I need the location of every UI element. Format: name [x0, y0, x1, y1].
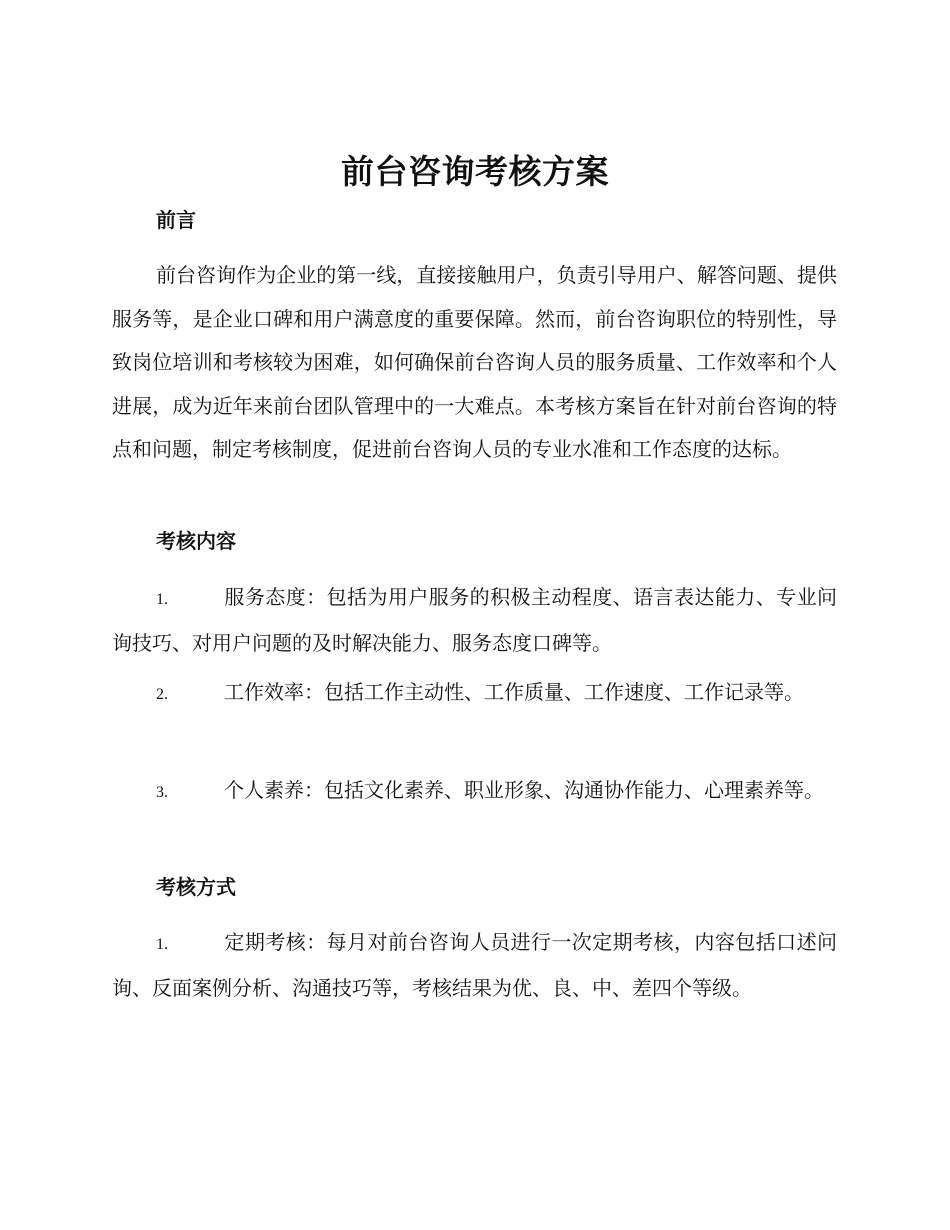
document-title: 前台咨询考核方案 [341, 152, 609, 191]
list-item-number: 1. [156, 591, 168, 608]
list-item-text: 定期考核：每月对前台咨询人员进行一次定期考核，内容包括口述问询、反面案例分析、沟通技巧等，考核结果为优、良、中、差四个等级。 [112, 930, 837, 1000]
list-item [112, 921, 837, 1010]
preface-paragraph: 前台咨询作为企业的第一线，直接接触用户，负责引导用户、解答问题、提供服务等，是企业口碑和用户满意度的重要保障。然而，前台咨询职位的特别性，导致岗位培训和考核较为困难，如何确保前台咨询人员的服务质量、工作效率和个人进展，成为近年来前台团队管理中的一大难点。本考核方案旨在针对前台咨询的特点和问题，制定考核制度，促进前台咨询人员的专业水准和工作态度的达标。 [112, 263, 837, 461]
list-item-text: 服务态度：包括为用户服务的积极主动程度、语言表达能力、专业问询技巧、对用户问题的及时解决能力、服务态度口碑等。 [112, 585, 837, 655]
list-item-text: 个人素养：包括文化素养、职业形象、沟通协作能力、心理素养等。 [224, 778, 824, 802]
list-item-number: 2. [156, 686, 168, 703]
list-item [112, 671, 837, 717]
heading-method: 考核方式 [156, 875, 236, 899]
list-item [112, 769, 837, 815]
list-item-number: 1. [156, 936, 168, 953]
heading-content: 考核内容 [156, 529, 236, 553]
list-item [112, 576, 837, 665]
heading-preface: 前言 [156, 208, 196, 232]
list-item-number: 3. [156, 784, 168, 801]
list-item-text: 工作效率：包括工作主动性、工作质量、工作速度、工作记录等。 [224, 680, 804, 704]
